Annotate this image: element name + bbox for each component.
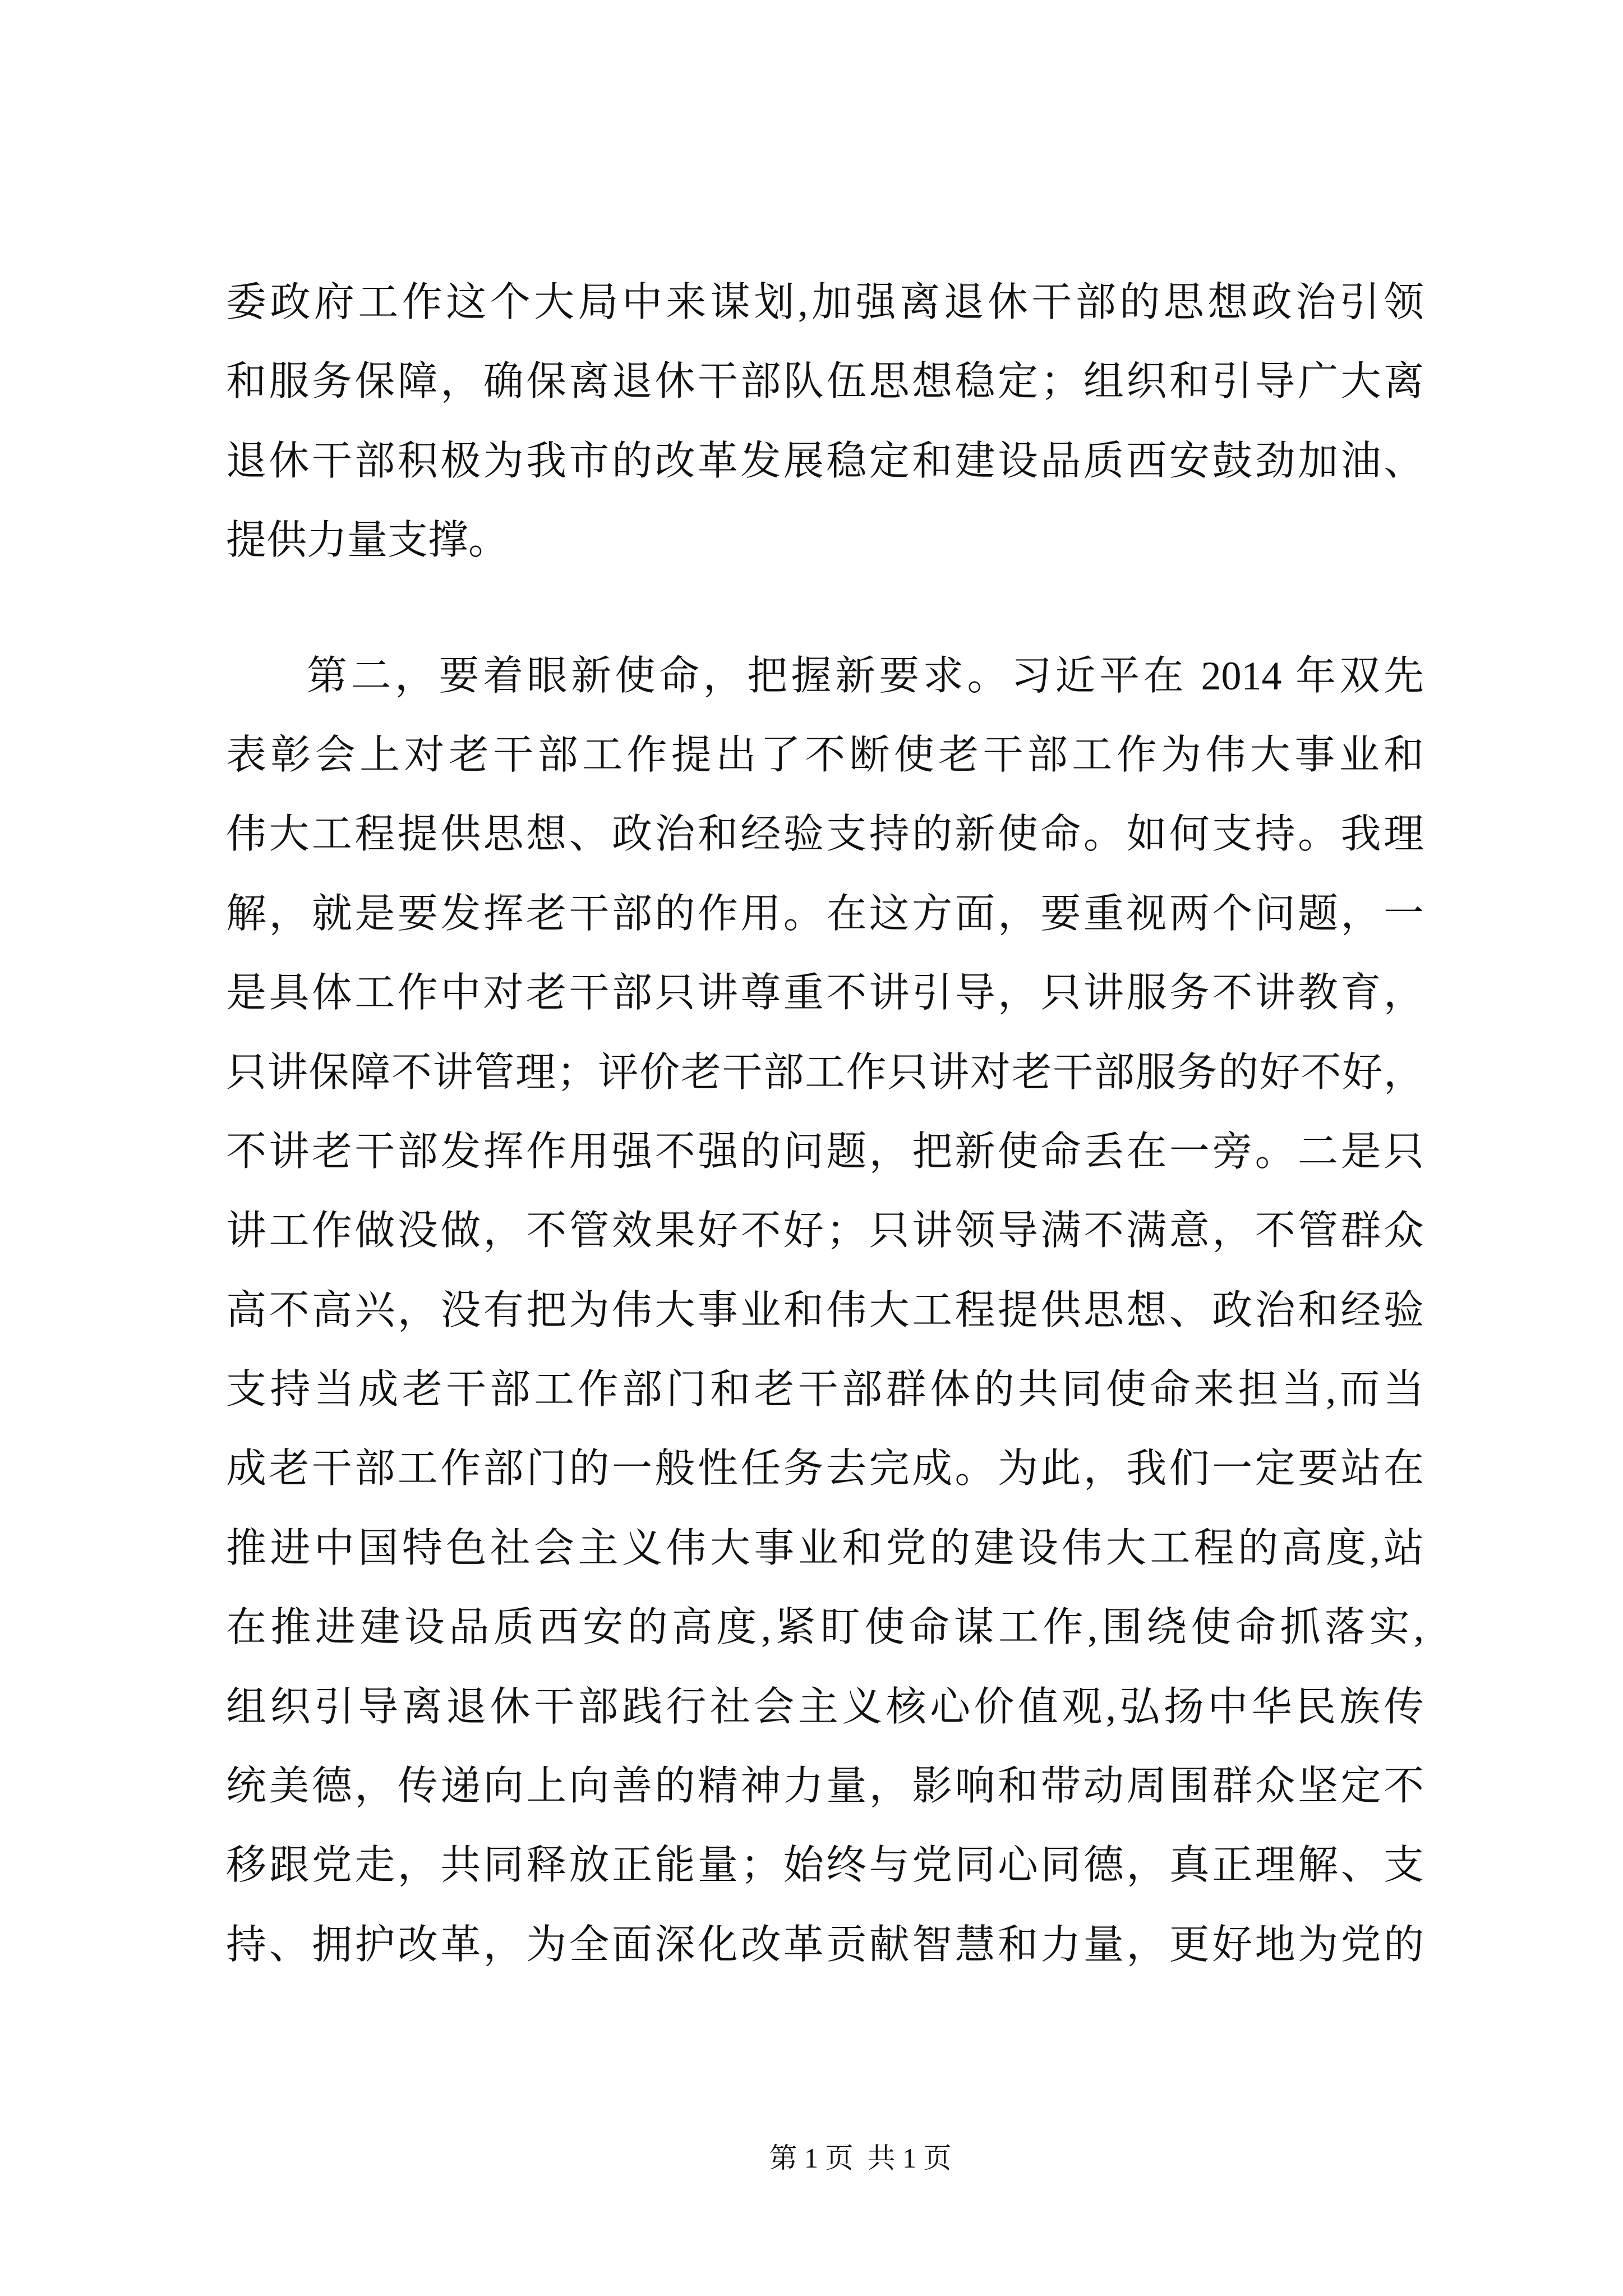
paragraph-2	[226, 637, 1424, 1985]
text-line: 委政府工作这个大局中来谋划,加强离退休干部的思想政治引领	[226, 280, 1424, 325]
text-line: 只讲保障不讲管理；评价老干部工作只讲对老干部服务的好不好，	[226, 1050, 1424, 1095]
text-line: 统美德，传递向上向善的精神力量，影响和带动周围群众坚定不	[226, 1764, 1424, 1809]
text-line: 伟大工程提供思想、政治和经验支持的新使命。如何支持。我理	[226, 812, 1424, 857]
text-line: 退休干部积极为我市的改革发展稳定和建设品质西安鼓劲加油、	[226, 438, 1424, 484]
text-line: 高不高兴，没有把为伟大事业和伟大工程提供思想、政治和经验	[226, 1287, 1424, 1333]
text-line: 移跟党走，共同释放正能量；始终与党同心同德，真正理解、支	[226, 1843, 1424, 1888]
text-line: 推进中国特色社会主义伟大事业和党的建设伟大工程的高度,站	[226, 1525, 1424, 1571]
text-line: 和服务保障，确保离退休干部队伍思想稳定；组织和引导广大离	[226, 359, 1424, 404]
text-line: 组织引导离退休干部践行社会主义核心价值观,弘扬中华民族传	[226, 1684, 1424, 1729]
text-line: 在推进建设品质西安的高度,紧盯使命谋工作,围绕使命抓落实,	[226, 1605, 1424, 1650]
text-line: 第二，要着眼新使命，把握新要求。习近平在 2014 年双先	[307, 653, 1424, 698]
text-line: 是具体工作中对老干部只讲尊重不讲引导，只讲服务不讲教育，	[226, 970, 1424, 1016]
text-line: 提供力量支撑。	[226, 518, 509, 563]
text-line: 讲工作做没做，不管效果好不好；只讲领导满不满意，不管群众	[226, 1208, 1424, 1254]
page-footer: 第 1 页 共 1 页	[769, 2142, 952, 2174]
text-line: 支持当成老干部工作部门和老干部群体的共同使命来担当,而当	[226, 1367, 1424, 1412]
paragraph-1	[226, 263, 1424, 581]
text-line: 不讲老干部发挥作用强不强的问题，把新使命丢在一旁。二是只	[226, 1129, 1424, 1174]
text-line: 解，就是要发挥老干部的作用。在这方面，要重视两个问题，一	[226, 891, 1424, 936]
document-body	[226, 263, 1424, 1985]
text-line: 持、拥护改革，为全面深化改革贡献智慧和力量，更好地为党的	[226, 1922, 1424, 1967]
text-line: 成老干部工作部门的一般性任务去完成。为此，我们一定要站在	[226, 1446, 1424, 1492]
text-line: 表彰会上对老干部工作提出了不断使老干部工作为伟大事业和	[226, 732, 1424, 777]
